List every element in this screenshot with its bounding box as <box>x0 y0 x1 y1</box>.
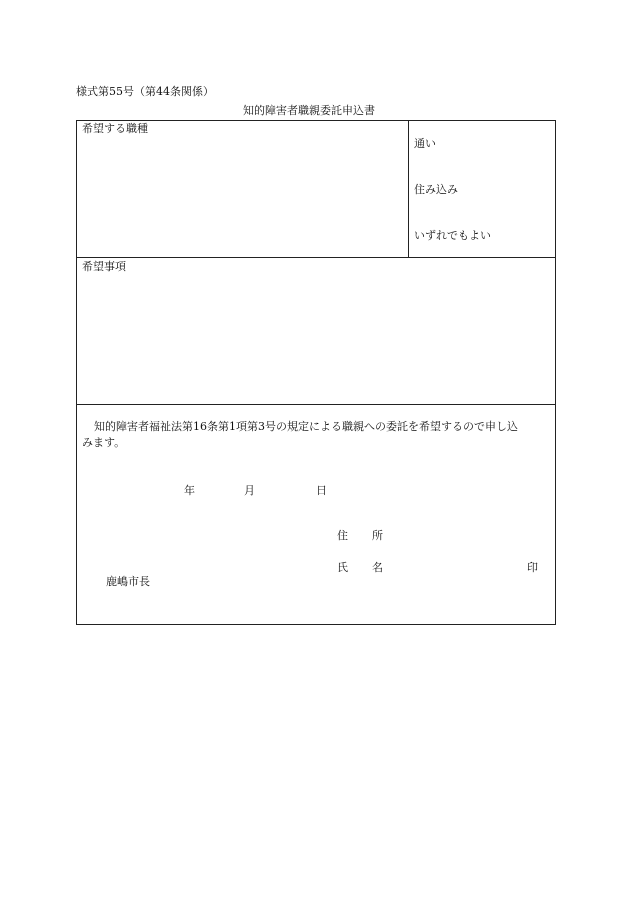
date-year: 年 <box>184 484 195 497</box>
occupation-divider <box>408 121 409 257</box>
option-live-in: 住み込み <box>414 183 458 196</box>
address-label-char-1: 住 <box>337 529 348 542</box>
form-title: 知的障害者職親委託申込書 <box>243 104 375 117</box>
declaration-line-2: みます。 <box>82 436 126 449</box>
date-month: 月 <box>244 484 255 497</box>
name-label-char-2: 名 <box>372 561 383 574</box>
seal-mark: 印 <box>527 561 538 574</box>
name-label-char-1: 氏 <box>337 561 348 574</box>
date-day: 日 <box>316 484 327 497</box>
desired-occupation-label: 希望する職種 <box>82 122 148 135</box>
address-label-char-2: 所 <box>372 529 383 542</box>
row-divider-1 <box>77 257 555 258</box>
option-commute: 通い <box>414 137 436 150</box>
form-number: 様式第55号（第44条関係） <box>76 85 214 98</box>
declaration-line-1: 知的障害者福祉法第16条第1項第3号の規定による職親への委託を希望するので申し込 <box>94 420 518 433</box>
addressee: 鹿嶋市長 <box>106 575 150 588</box>
option-either: いずれでもよい <box>414 229 491 242</box>
row-divider-2 <box>77 404 555 405</box>
requests-label: 希望事項 <box>82 260 126 273</box>
application-form-table <box>76 120 556 625</box>
